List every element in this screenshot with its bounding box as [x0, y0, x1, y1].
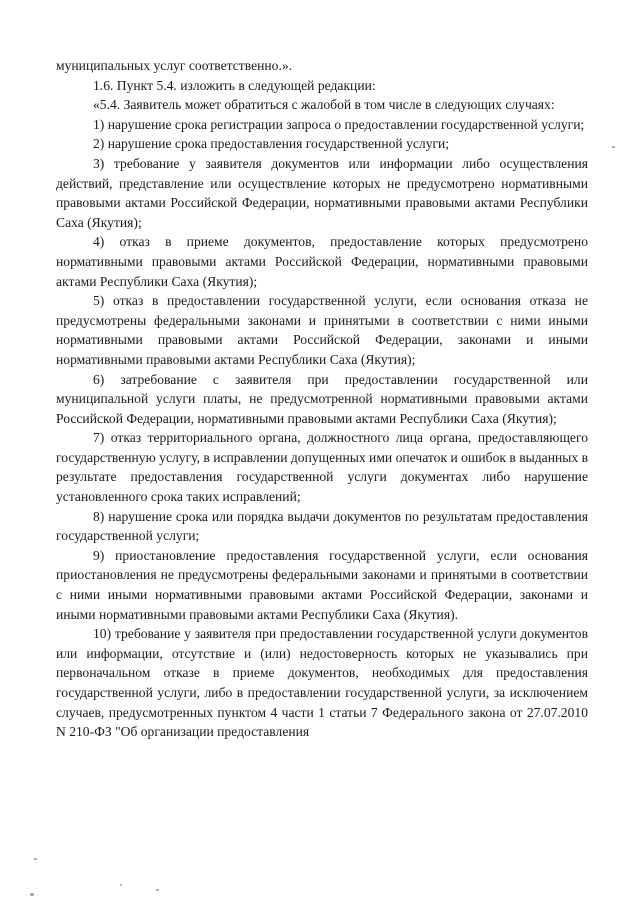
- list-item-7: 7) отказ территориального органа, должностного лица органа, предоставляющего государственную услугу, в исправлении допущенных ими опечаток и ошибок в выданных в результате предоставления государственной услуги документах либо нарушение установленного срока таких исправлений;: [56, 430, 588, 505]
- scan-speck: [34, 858, 37, 860]
- paragraph-continuation: муниципальных услуг соответственно.».: [56, 58, 293, 73]
- list-item-10: 10) требование у заявителя при предоставлении государственной услуги документов или информации, отсутствие и (или) недостоверность которых не указывались при первоначальном отказе в приеме документов, необходимых для предоставления государственной услуги, либо в предоставлении государственной услуги, за исключением случаев, предусмотренных пунктом 4 части 1 статьи 7 Федерального закона от 27.07.2010 N 210-ФЗ "Об организации предоставления: [56, 626, 588, 740]
- scan-speck: [30, 893, 34, 896]
- list-item-1: 1) нарушение срока регистрации запроса о предоставлении государственной услуги;: [93, 116, 585, 132]
- document-page: [56, 56, 588, 742]
- list-item-8: 8) нарушение срока или порядка выдачи документов по результатам предоставления государственной услуги;: [56, 508, 588, 544]
- list-item-3: 3) требование у заявителя документов или информации либо осуществления действий, представление или осуществление которых не предусмотрено нормативными правовыми актами Российской Федерации, нормативными правовыми актами Республики Саха (Якутия);: [56, 155, 588, 230]
- list-item-9: 9) приостановление предоставления государственной услуги, если основания приостановления не предусмотрены федеральными законами и принятыми в соответствии с ними иными нормативными правовыми актами Российской Федерации, законами и иными нормативными правовыми актами Республики Саха (Якутия).: [56, 547, 588, 622]
- list-item-5: 5) отказ в предоставлении государственной услуги, если основания отказа не предусмотрены федеральными законами и принятыми в соответствии с ними иными нормативными правовыми актами Российской Федерации, законами и иными нормативными правовыми актами Республики Саха (Якутия);: [56, 293, 588, 367]
- list-item-6: 6) затребование с заявителя при предоставлении государственной или муниципальной услуги платы, не предусмотренной нормативными правовыми актами Российской Федерации, нормативными правовыми актами Республики Саха (Якутия);: [56, 371, 588, 426]
- scan-speck: [156, 889, 159, 891]
- scan-speck: [612, 146, 615, 148]
- list-item-2: 2) нарушение срока предоставления государственной услуги;: [93, 136, 450, 152]
- list-item-4: 4) отказ в приеме документов, предоставление которых предусмотрено нормативными правовыми актами Российской Федерации, нормативными правовыми актами Республики Саха (Якутия);: [56, 234, 588, 289]
- scan-speck: [120, 884, 122, 886]
- paragraph-item-5-4: «5.4. Заявитель может обратиться с жалобой в том числе в следующих случаях:: [93, 97, 555, 113]
- paragraph-item-1-6: 1.6. Пункт 5.4. изложить в следующей редакции:: [93, 77, 376, 93]
